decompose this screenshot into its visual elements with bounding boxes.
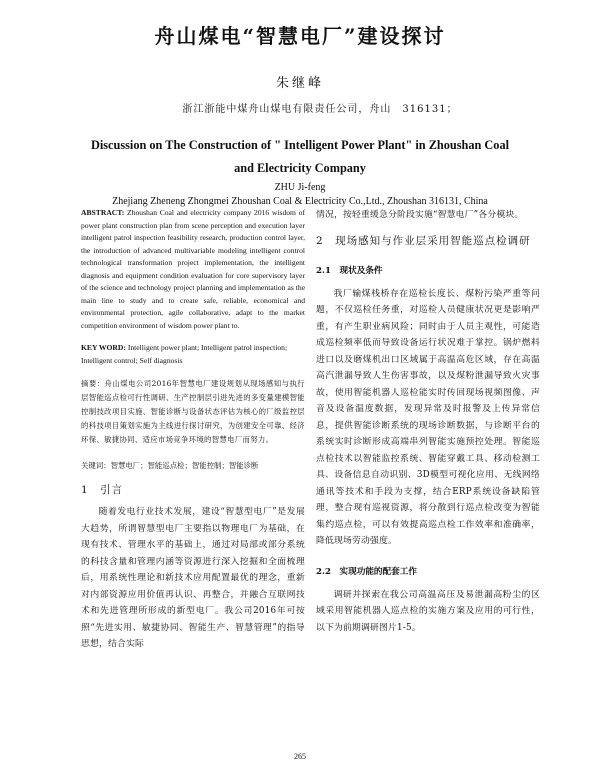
paper-title-en-line2: and Electricity Company — [234, 161, 366, 175]
paper-title-cn: 舟山煤电“智慧电厂”建设探讨 — [154, 24, 446, 48]
keywords-cn-label: 关键词： — [81, 461, 111, 470]
section-1-body: 随着发电行业技术发展，建设“智慧型电厂”是发展大趋势，所谓智慧型电厂主要指以物理电厂为基础，在现有技术、管理水平的基础上，通过对局部或部分系统的科技含量和管理内涵等资源进行深入挖掘和全面梳理后，用系统性理论和新技术应用配置最优的理念，重新对内部资源应用价值再认识、再整合，并融合互联网技术和先进管理所形成的新型电厂。我公司2016年可按照“先进实用、敏捷协同、智能生产、智慧管理”的指导思想，结合实际 — [81, 507, 305, 649]
abstract-en — [81, 207, 305, 332]
section-2-1-heading: 2.1 现状及条件 — [316, 265, 383, 276]
left-column — [81, 207, 305, 653]
abstract-cn-label: 摘要： — [81, 379, 105, 388]
abstract-cn — [81, 377, 305, 447]
keywords-en-text: Intelligent power plant; Intelligent patrol inspection; Intelligent control; Self diagnosis — [81, 343, 288, 365]
section-2-2-heading: 2.2 实现功能的配套工作 — [316, 566, 417, 577]
section-2-heading: 2 现场感知与作业层采用智能巡点检调研 — [316, 234, 531, 247]
keywords-en-label: KEY WORD: — [81, 343, 126, 352]
abstract-cn-text: 舟山煤电公司2016年智慧电厂建设规划从现场感知与执行层智能巡点检可行性调研、生产控制层引进先进的多变量建模智能控制技改项目实施、智能诊断与设备状态评估为核心的厂级监控层的科技项目策划实施为主线进行探讨研究，为创建安全可靠、经济环保、敏捷协同、适应市场竞争环境的智慧电厂而努力。 — [81, 379, 305, 444]
author-en: ZHU Ji-feng — [274, 182, 326, 193]
section-2-1-body: 我厂输煤栈桥存在巡检长度长、煤粉污染严重等问题，不仅巡检任务重，对巡检人员健康状况更是影响严重，有产生职业病风险；同时由于人员主观性，可能造成巡检频率低而导致设备运行状况难于掌控。锅炉燃料进口以及磨煤机出口区域属于高温高危区域，存在高温高汽泄漏导致人生伤害事故，以及煤粉泄漏导致火灾事故，使用智能机器人巡检能实时传回现场视频图像、声音及设备温度数据，发现异常及时报警及上传异常信息，提供智能诊断系统的现场诊断数据，与诊断平台的系统实时诊断形成高端串列智能实施预控处理。智能巡点检技术以智能监控系统、智能穿戴工具、移动检测工具、设备信息自动识别、3D模型可视化应用、无线网络通讯等技术和手段为支撑，结合ERP系统设备缺陷管理，整合现有巡视资源，将分散到行巡点检改变为智能集约巡点检，可以有效提高巡点检工作效率和准确率，降低现场劳动强度。 — [316, 288, 540, 546]
affiliation-cn: 浙江浙能中煤舟山煤电有限责任公司，舟山 316131； — [182, 104, 458, 115]
section-2-2-body: 调研并探索在我公司高温高压及易泄漏高粉尘的区域采用智能机器人巡点检的实施方案及应用的可行性，以下为前期调研图片1-5。 — [316, 589, 540, 633]
abstract-en-label: ABSTRACT: — [81, 208, 125, 217]
paper-title-en — [78, 134, 522, 180]
keywords-en — [81, 342, 305, 367]
affiliation-en: Zhejiang Zheneng Zhongmei Zhoushan Coal & Electricity Co.,Ltd., Zhoushan 316131, China — [112, 196, 488, 207]
intro-continued: 情况，按轻重缓急分阶段实施“智慧电厂”各分模块。 — [316, 210, 524, 220]
author-cn: 朱继峰 — [275, 76, 324, 91]
page-number: 265 — [294, 752, 306, 761]
paper-title-en-line1: Discussion on The Construction of " Intelligent Power Plant" in Zhoushan Coal — [90, 138, 510, 152]
section-1-heading: 1 引言 — [81, 484, 124, 496]
right-column — [316, 207, 540, 636]
abstract-en-text: Zhoushan Coal and electricity company 2016 wisdom of power plant construction plan from scene perception and execution layer intelligent patrol inspection feasibility research, production control layer, the introduction of advanced multivariable modeling intelligent control technological transformation project implementation, the intelligent diagnosis and equipment condition evaluation for core supervisory layer of the science and technology project planning and implementation as the main line to study and to create safe, reliable, economical and environmental protection, agile collaborative, adapt to the market competition environment of wisdom power plant to. — [81, 208, 305, 330]
keywords-cn — [81, 459, 305, 473]
keywords-cn-text: 智慧电厂；智能巡点检；智能控制；智能诊断 — [110, 461, 259, 470]
